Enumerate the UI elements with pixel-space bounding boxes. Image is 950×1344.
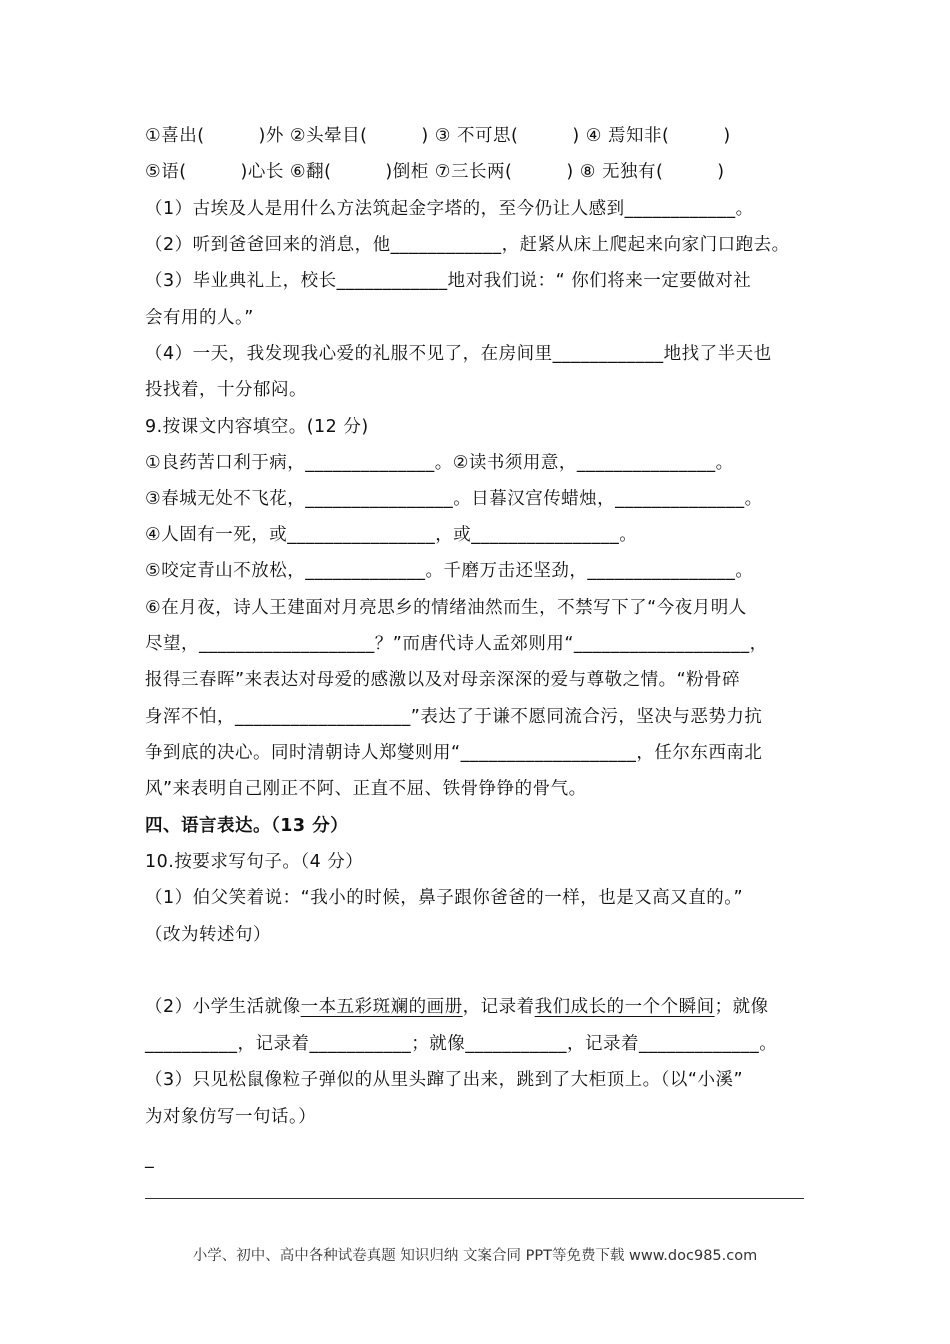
q10-2-underlined-phrase-1: 一本五彩斑斓的画册: [300, 997, 463, 1017]
q10-2-underlined-phrase-2: 我们成长的一个个瞬间: [534, 997, 715, 1017]
question-9-item-4: ④人固有一死，或________________，或________________。: [145, 525, 638, 545]
question-9-item-6-l2: 尽望，___________________？”而唐代诗人孟郊则用“___________________，: [145, 634, 768, 654]
question-9-item-6-l5: 争到底的决心。同时清朝诗人郑燮则用“___________________，任尔东西南北: [145, 743, 763, 763]
question-8-1: （1）古埃及人是用什么方法筑起金字塔的，至今仍让人感到____________。: [145, 199, 754, 219]
question-9-item-5: ⑤咬定青山不放松，_____________。千磨万击还坚劲，________________。: [145, 561, 754, 581]
q10-2-text-c: ；就像: [714, 997, 769, 1017]
question-9-item-6-l3: 报得三春晖”来表达对母爱的感激以及对母亲深深的爱与尊敬之情。“粉骨碎: [145, 670, 741, 690]
footer-text: 小学、初中、高中各种试卷真题 知识归纳 文案合同 PPT等免费下载 www.doc985.com: [192, 1248, 758, 1264]
question-9-title: 9.按课文内容填空。(12 分): [145, 417, 369, 437]
question-10-1-instruction: （改为转述句）: [145, 925, 271, 945]
idiom-row-1: ①喜出( )外 ②头晕目( ) ③ 不可思( ) ④ 焉知非( ): [145, 126, 731, 146]
question-10-1: （1）伯父笑着说：“我小的时候，鼻子跟你爸爸的一样，也是又高又直的。”: [145, 888, 744, 908]
question-8-4: （4）一天，我发现我心爱的礼服不见了，在房间里____________地找了半天也: [145, 344, 772, 364]
question-8-2: （2）听到爸爸回来的消息，他____________，赶紧从床上爬起来向家门口跑去。: [145, 235, 790, 255]
answer-line: [145, 1198, 804, 1199]
question-10-3-instruction: 为对象仿写一句话。）: [145, 1107, 317, 1127]
question-10-3: （3）只见松鼠像粒子弹似的从里头蹿了出来，跳到了大柜顶上。（以“小溪”: [145, 1070, 744, 1090]
question-10-title: 10.按要求写句子。（4 分）: [145, 852, 364, 872]
question-9-item-3: ③春城无处不飞花，________________。日暮汉宫传蜡烛，______________。: [145, 489, 763, 509]
idiom-row-2: ⑤语( )心长 ⑥翻( )倒柜 ⑦三长两( ) ⑧ 无独有( ): [145, 162, 725, 182]
question-9-item-6-l6: 风”来表明自己刚正不阿、正直不屈、铁骨铮铮的骨气。: [145, 779, 587, 799]
q10-2-text-a: （2）小学生活就像: [145, 997, 301, 1017]
question-9-item-1: ①良药苦口利于病，______________。②读书须用意，_______________。: [145, 453, 734, 473]
q10-2-text-b: ，记录着: [462, 997, 535, 1017]
question-10-2: [145, 996, 769, 1018]
answer-mark: _: [145, 1149, 155, 1169]
question-8-3: （3）毕业典礼上，校长____________地对我们说：“ 你们将来一定要做对社: [145, 271, 752, 291]
question-10-2-blanks: __________，记录着___________；就像___________，记录着_____________。: [145, 1034, 778, 1054]
section-4-heading: 四、语言表达。（13 分）: [145, 816, 349, 836]
question-9-item-6: ⑥在月夜，诗人王建面对月亮思乡的情绪油然而生，不禁写下了“今夜月明人: [145, 598, 747, 618]
question-9-item-6-l4: 身浑不怕，___________________”表达了于谦不愿同流合污，坚决与恶势力抗: [145, 707, 763, 727]
question-8-4-cont: 投找着，十分郁闷。: [145, 380, 307, 400]
question-8-3-cont: 会有用的人。”: [145, 308, 254, 328]
